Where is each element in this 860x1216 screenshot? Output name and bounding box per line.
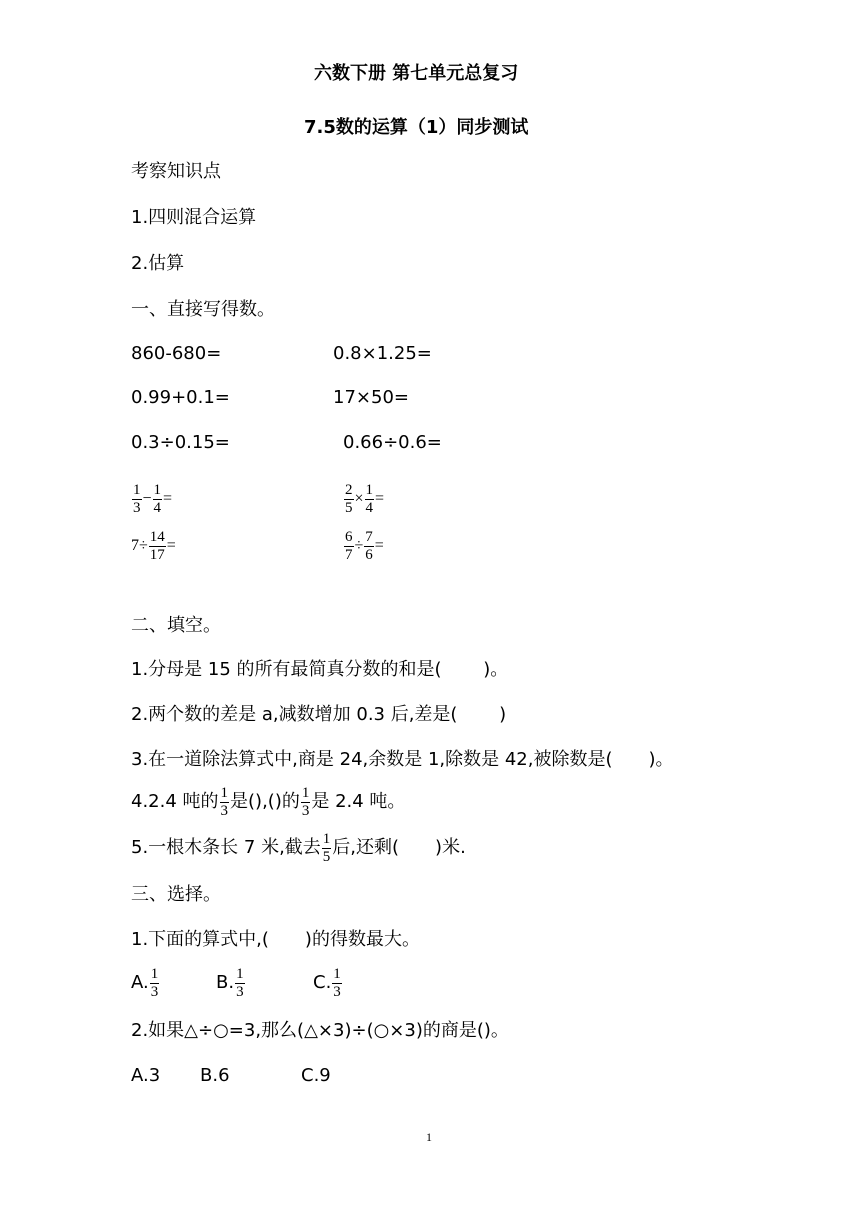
choice-q1-option-c: C. $\frac{1}{3}$	[313, 965, 341, 1000]
fraction: $\frac{1}{5}$	[322, 830, 331, 865]
calc-q4b: $\frac{2}{5}$ × $\frac{1}{4}$ =	[345, 481, 385, 516]
section-2-heading: 二、填空。	[131, 615, 221, 636]
calc-q2a: 0.99+0.1=	[131, 387, 230, 408]
calc-q1b: 0.8×1.25=	[333, 343, 432, 364]
fill-q1: 1.分母是 15 的所有最简真分数的和是( )。	[131, 659, 509, 680]
choice-q2-option-a: A.3	[131, 1065, 161, 1086]
fraction: $\frac{1}{4}$	[365, 481, 374, 516]
document-title: 六数下册 第七单元总复习	[314, 63, 519, 84]
fraction: $\frac{1}{3}$	[333, 965, 341, 1000]
fraction: $\frac{7}{6}$	[365, 528, 373, 563]
document-subtitle: 7.5数的运算（1）同步测试	[304, 117, 529, 138]
fraction: $\frac{2}{5}$	[345, 481, 353, 516]
choice-q1-option-b: B. $\frac{1}{3}$	[216, 965, 244, 1000]
fill-q2: 2.两个数的差是 a,减数增加 0.3 后,差是( )	[131, 704, 507, 725]
section-1-heading: 一、直接写得数。	[131, 299, 275, 320]
fraction: $\frac{1}{3}$	[133, 481, 141, 516]
calc-q3a: 0.3÷0.15=	[131, 432, 230, 453]
knowledge-item-1: 1.四则混合运算	[131, 207, 257, 228]
section-3-heading: 三、选择。	[131, 884, 221, 905]
calc-q3b: 0.66÷0.6=	[343, 432, 442, 453]
calc-q5b: $\frac{6}{7}$ ÷ $\frac{7}{6}$ =	[345, 528, 384, 563]
fraction: $\frac{1}{3}$	[236, 965, 244, 1000]
fraction: $\frac{14}{17}$	[149, 528, 165, 563]
calc-q2b: 17×50=	[333, 387, 409, 408]
fill-q3: 3.在一道除法算式中,商是 24,余数是 1,除数是 42,被除数是( )。	[131, 749, 674, 770]
calc-q4a: $\frac{1}{3}$ − $\frac{1}{4}$ =	[133, 481, 173, 516]
knowledge-heading: 考察知识点	[131, 161, 221, 182]
knowledge-item-2: 2.估算	[131, 253, 185, 274]
choice-q2-option-c: C.9	[301, 1065, 331, 1086]
calc-q1a: 860-680=	[131, 343, 222, 364]
fill-q4: 4.2.4 吨的 $\frac{1}{3}$ 是(),()的 $\frac{1}{3}$ 是 2.4 吨。	[131, 784, 406, 819]
fill-q5: 5.一根木条长 7 米,截去 $\frac{1}{5}$ 后,还剩( )米.	[131, 830, 466, 865]
choice-q2-option-b: B.6	[200, 1065, 230, 1086]
fraction: $\frac{6}{7}$	[345, 528, 353, 563]
choice-q1-option-a: A. $\frac{1}{3}$	[131, 965, 159, 1000]
fraction: $\frac{1}{4}$	[153, 481, 162, 516]
fraction: $\frac{1}{3}$	[301, 784, 310, 819]
fraction: $\frac{1}{3}$	[150, 965, 159, 1000]
page-number: 1	[426, 1130, 432, 1144]
fraction: $\frac{1}{3}$	[220, 784, 229, 819]
calc-q5a: 7÷ $\frac{14}{17}$ =	[131, 528, 176, 563]
choice-q2: 2.如果△÷○=3,那么(△×3)÷(○×3)的商是()。	[131, 1020, 509, 1041]
choice-q1: 1.下面的算式中,( )的得数最大。	[131, 929, 420, 950]
